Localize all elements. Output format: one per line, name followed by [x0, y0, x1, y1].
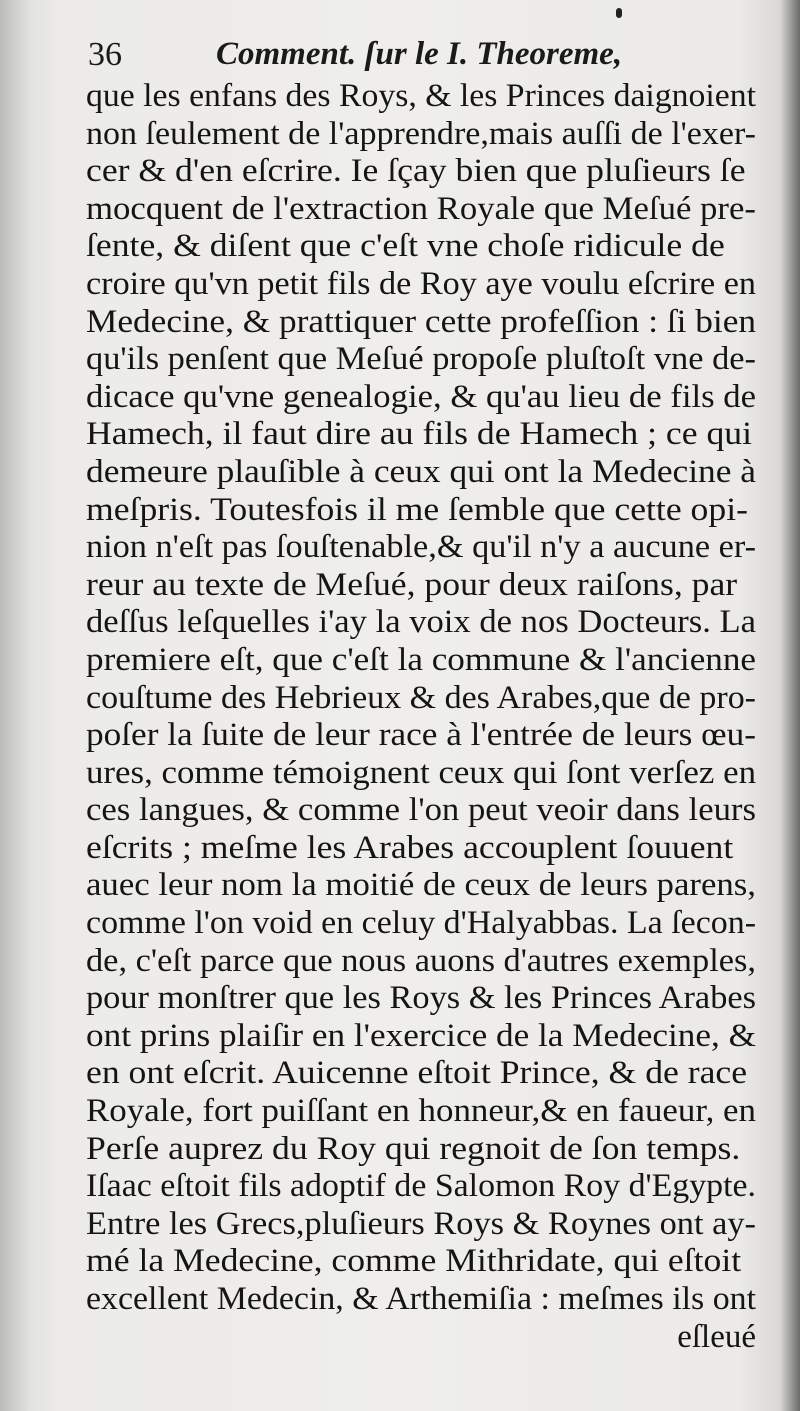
text-line: en ont eſcrit. Auicenne eſtoit Prince, & de race: [86, 1055, 748, 1092]
text-line: nion n'eſt pas ſouſtenable,& qu'il n'y a aucune er-: [86, 529, 757, 566]
text-line: poſer la ſuite de leur race à l'entrée de leurs œu-: [86, 717, 756, 754]
page-header: [88, 30, 748, 78]
text-line: dicace qu'vne genealogie, & qu'au lieu de fils de: [86, 378, 756, 415]
text-line: ſente, & diſent que c'eſt vne choſe ridicule de: [86, 228, 725, 265]
text-line: excellent Medecin, & Arthemiſia : meſmes ils ont: [86, 1281, 757, 1317]
text-line: auec leur nom la moitié de ceux de leurs parens,: [86, 867, 756, 904]
text-line: Entre les Grecs,pluſieurs Roys & Roynes ont ay-: [86, 1205, 756, 1242]
text-line: mocquent de l'extraction Royale que Meſué pre-: [86, 190, 756, 227]
text-line: non ſeulement de l'apprendre,mais auſſi de l'exer-: [86, 115, 756, 152]
text-line: ces langues, & comme l'on peut veoir dans leurs: [86, 792, 757, 829]
text-line: demeure plauſible à ceux qui ont la Medecine à: [86, 453, 756, 490]
text-line: Medecine, & prattiquer cette profeſſion : ſi bien: [86, 303, 756, 340]
text-line: premiere eſt, que c'eſt la commune & l'ancienne: [86, 641, 756, 678]
ink-dot: [616, 8, 622, 18]
text-line: Iſaac eſtoit fils adoptif de Salomon Roy d'Egypte.: [86, 1168, 756, 1205]
text-line: couſtume des Hebrieux & des Arabes,que de pro-: [86, 679, 756, 716]
text-line: deſſus leſquelles i'ay la voix de nos Docteurs. La: [86, 604, 756, 641]
text-line: Royale, fort puiſſant en honneur,& en faueur, en: [86, 1093, 756, 1130]
text-line: croire qu'vn petit fils de Roy aye voulu eſcrire en: [86, 265, 756, 302]
text-line: que les enfans des Roys, & les Princes daignoient: [86, 78, 756, 114]
text-line: mé la Medecine, comme Mithridate, qui eſtoit: [86, 1243, 742, 1280]
text-line: ures, comme témoignent ceux qui ſont verſez en: [86, 754, 756, 791]
text-line: qu'ils penſent que Meſué propoſe pluſtoſt vne de-: [86, 341, 756, 378]
text-line: ont prins plaiſir en l'exercice de la Medecine, &: [86, 1017, 757, 1054]
running-title: Comment. ſur le I. Theoreme,: [216, 36, 623, 72]
text-line: pour monſtrer que les Roys & les Princes Arabes: [86, 980, 756, 1017]
text-block: [86, 78, 766, 1356]
text-line: meſpris. Toutesfois il me ſemble que cette opi-: [86, 491, 748, 528]
text-line: de, c'eſt parce que nous auons d'autres exemples,: [86, 942, 756, 979]
text-line: eſcrits ; meſme les Arabes accouplent ſouuent: [86, 829, 734, 866]
text-line: cer & d'en eſcrire. Ie ſçay bien que pluſieurs ſe: [86, 153, 746, 190]
text-line: Perſe auprez du Roy qui regnoit de ſon temps.: [86, 1130, 741, 1167]
text-line: reur au texte de Meſué, pour deux raiſons, par: [86, 566, 738, 603]
text-line: comme l'on void en celuy d'Halyabbas. La ſecon-: [86, 905, 756, 942]
text-line: Hamech, il faut dire au fils de Hamech ; ce qui: [86, 416, 753, 453]
catchword: eſleué: [677, 1318, 756, 1355]
page-number: 36: [88, 36, 122, 73]
